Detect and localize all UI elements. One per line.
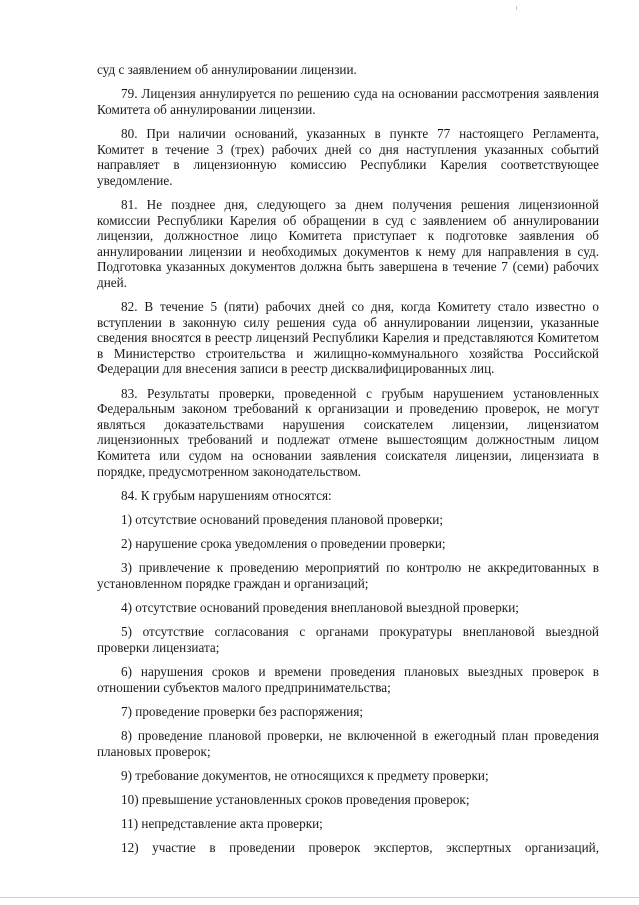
paragraph-83: 83. Результаты проверки, проведенной с грубым нарушением установленных Федеральным законом требований к организации и проведению проверок, не могут являться доказательствами нарушения соискателем лицензии, лицензиатом лицензионных требований и подлежат отмене вышестоящим должностным лицом Комитета или судом на основании заявления соискателя лицензии, лицензиата в порядке, предусмотренном законодательством. xyxy=(97,385,599,479)
paragraph-84: 84. К грубым нарушениям относятся: xyxy=(121,487,332,503)
paragraph-79: 79. Лицензия аннулируется по решению суда на основании рассмотрения заявления Комитета об аннулировании лицензии. xyxy=(97,86,599,117)
paragraph-81: 81. Не позднее дня, следующего за днем получения решения лицензионной комиссии Республики Карелия об обращении в суд с заявлением об аннулировании лицензии, должностное лицо Комитета приступает к подготовке заявления об аннулировании лицензии и необходимых документов к нему для направления в суд. Подготовка указанных документов должна быть завершена в течение 7 (семи) рабочих дней. xyxy=(97,196,599,290)
paragraph-82: 82. В течение 5 (пяти) рабочих дней со дня, когда Комитету стало известно о вступлении в законную силу решения суда об аннулировании лицензии, указанные сведения вносятся в реестр лицензий Республики Карелия и представляются Комитетом в Министерство строительства и жилищно-коммунального хозяйства Российской Федерации для внесения записи в реестр дисквалифицированных лиц. xyxy=(97,299,599,377)
page-bottom-edge xyxy=(0,897,639,898)
list-item-4: 4) отсутствие оснований проведения внеплановой выездной проверки; xyxy=(121,600,519,616)
list-item-9: 9) требование документов, не относящихся к предмету проверки; xyxy=(121,767,489,783)
list-item-11: 11) непредставление акта проверки; xyxy=(121,816,323,832)
list-item-6: 6) нарушения сроков и времени проведения плановых выездных проверок в отношении субъектов малого предпринимательства; xyxy=(97,664,599,695)
document-page xyxy=(97,62,599,856)
list-item-10: 10) превышение установленных сроков проведения проверок; xyxy=(121,792,470,808)
list-item-1: 1) отсутствие оснований проведения плановой проверки; xyxy=(121,512,443,527)
paragraph-80: 80. При наличии оснований, указанных в пункте 77 настоящего Регламента, Комитет в течение 3 (трех) рабочих дней со дня наступления указанных событий направляет в лицензионную комиссию Республики Карелия соответствующее уведомление. xyxy=(97,125,599,188)
list-item-2: 2) нарушение срока уведомления о проведении проверки; xyxy=(121,536,446,552)
list-item-5: 5) отсутствие согласования с органами прокуратуры внеплановой выездной проверки лицензиата; xyxy=(97,624,599,655)
scan-speck xyxy=(516,6,517,10)
list-item-8: 8) проведение плановой проверки, не включенной в ежегодный план проведения плановых проверок; xyxy=(97,728,599,759)
list-item-7: 7) проведение проверки без распоряжения; xyxy=(121,703,364,719)
list-item-3: 3) привлечение к проведению мероприятий по контролю не аккредитованных в установленном порядке граждан и организаций; xyxy=(97,560,599,591)
paragraph-continuation: суд с заявлением об аннулировании лицензии. xyxy=(97,62,357,77)
list-item-12: 12) участие в проведении проверок экспертов, экспертных организаций, xyxy=(121,840,599,856)
